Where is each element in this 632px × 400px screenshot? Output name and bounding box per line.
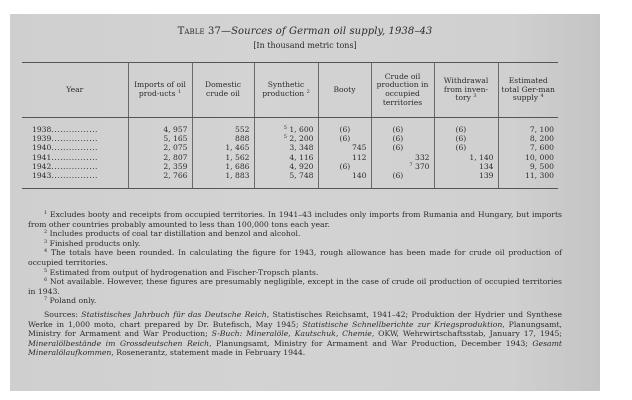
cell-withdrawal: [434, 162, 498, 171]
text: 2, 075: [163, 143, 188, 153]
text: (6): [392, 171, 404, 181]
text: Gesamt Mineralölaufkommen: [28, 338, 562, 358]
text: (6): [455, 143, 467, 153]
text: 10, 000: [525, 152, 554, 162]
footnote-text: Not available. However, these figures are presumably negligible, except in the case of crude oil production of occupied territories in 1943.: [28, 277, 562, 296]
cell-total: [498, 171, 558, 189]
cell-domestic: [192, 118, 254, 135]
cell-domestic: [192, 153, 254, 162]
cell-withdrawal: [434, 134, 498, 143]
text: , Planungsamt, Ministry for Armament and War Production, December 1943;: [209, 338, 533, 348]
footnote-number: 3: [44, 238, 48, 245]
text: 11, 300: [525, 171, 554, 181]
text: 112: [352, 152, 367, 162]
text: ................: [51, 171, 98, 181]
cell-year: [22, 171, 128, 189]
cell-year: [22, 153, 128, 162]
cell-total: [498, 162, 558, 171]
footnote-number: 7: [44, 296, 48, 303]
text: 888: [235, 134, 250, 144]
text: (6): [339, 161, 351, 171]
col-header-total: [498, 63, 558, 118]
cell-year: [22, 162, 128, 171]
text: Statistische Schnellberichte zur Kriegsproduktion: [302, 319, 503, 329]
text: , Statistisches Reichsamt, 1941–42; Produktion der Hydrier und Synthese Werke in 1,000 moto, chart prepared by Dr. Butefisch, May 1945;: [28, 309, 562, 329]
text: 2, 766: [163, 171, 188, 181]
cell-total: [498, 153, 558, 162]
footnote: [28, 296, 562, 306]
text: , Planungsamt, Ministry for Armament and War Production;: [28, 319, 562, 339]
cell-booty: [318, 143, 371, 152]
text: 5: [283, 125, 287, 131]
cell-imports: [128, 118, 192, 135]
cell-crude-occupied: [371, 143, 434, 152]
cell-booty: [318, 153, 371, 162]
text: Booty: [333, 84, 356, 94]
text: 2, 200: [289, 134, 314, 144]
text: 139: [479, 171, 494, 181]
text: 1943: [32, 171, 52, 181]
text: 5, 748: [289, 171, 314, 181]
sources-paragraph: [28, 310, 562, 358]
cell-crude-occupied: [371, 134, 434, 143]
text: (6): [392, 143, 404, 153]
cell-domestic: [192, 162, 254, 171]
footnote-number: 2: [44, 229, 48, 236]
table-row: [22, 134, 558, 143]
text: 1, 600: [289, 125, 314, 134]
oil-supply-table: [22, 62, 558, 189]
footnotes: [28, 210, 562, 358]
text: 4, 920: [289, 161, 314, 171]
cell-booty: [318, 118, 371, 135]
text: 1, 140: [469, 152, 494, 162]
cell-synthetic: [254, 153, 318, 162]
cell-domestic: [192, 134, 254, 143]
text: 1, 883: [225, 171, 250, 181]
text: 1939: [32, 134, 52, 144]
cell-booty: [318, 162, 371, 171]
text: 2, 359: [163, 161, 188, 171]
text: ................: [51, 143, 98, 153]
footnote-text: Poland only.: [49, 296, 97, 306]
text: (6): [455, 125, 467, 134]
text: (6): [455, 134, 467, 144]
cell-year: [22, 143, 128, 152]
table-row: [22, 171, 558, 189]
text: Estimated total Ger-man supply: [501, 76, 555, 103]
text: Synthetic production: [262, 80, 305, 98]
text: Withdrawal from inven-tory: [443, 76, 489, 103]
text: ................: [51, 161, 98, 171]
text: (6): [339, 134, 351, 144]
text: 1942: [32, 161, 52, 171]
text: 4, 116: [289, 152, 314, 162]
cell-withdrawal: [434, 171, 498, 189]
footnote-ref: 1: [177, 89, 182, 95]
cell-synthetic: [254, 134, 318, 143]
text: Sources:: [44, 309, 78, 319]
text: 370: [415, 161, 430, 171]
cell-total: [498, 118, 558, 135]
footnote-text: Estimated from output of hydrogenation and Fischer-Tropsch plants.: [49, 267, 319, 277]
cell-domestic: [192, 143, 254, 152]
cell-withdrawal: [434, 153, 498, 162]
footnote: [28, 229, 562, 239]
footnote-text: The totals have been rounded. In calculating the figure for 1943, rough allowance has been made for crude oil production of occupied territories.: [28, 248, 563, 267]
col-header-year: [22, 63, 128, 118]
cell-total: [498, 134, 558, 143]
text: 7: [409, 161, 413, 168]
text: Imports of oil prod-ucts: [134, 80, 186, 98]
text: 134: [479, 161, 494, 171]
text: 3, 348: [289, 143, 314, 153]
text: ................: [51, 134, 98, 144]
text: Year: [66, 84, 84, 94]
footnote: [28, 277, 562, 296]
text: (6): [392, 134, 404, 144]
table-label: Table 37: [177, 26, 221, 37]
cell-synthetic: [254, 162, 318, 171]
text: 8, 200: [529, 134, 554, 144]
cell-synthetic: [254, 143, 318, 152]
col-header-booty: [318, 63, 371, 118]
cell-year: [22, 118, 128, 135]
table-row: [22, 118, 558, 135]
footnote: [28, 248, 562, 267]
cell-imports: [128, 162, 192, 171]
text: 1938: [32, 125, 52, 134]
cell-domestic: [192, 171, 254, 189]
cell-imports: [128, 171, 192, 189]
text: Statistisches Jahrbuch für das Deutsche Reich: [81, 309, 267, 319]
text: Crude oil production in occupied territories: [376, 71, 429, 107]
text: 5, 165: [163, 134, 188, 144]
col-header-withdrawal: [434, 63, 498, 118]
text: 1, 562: [225, 152, 250, 162]
cell-withdrawal: [434, 143, 498, 152]
cell-total: [498, 143, 558, 152]
cell-year: [22, 134, 128, 143]
footnote: [28, 210, 562, 229]
footnote-ref: 4: [540, 93, 544, 100]
cell-booty: [318, 171, 371, 189]
cell-crude-occupied: [371, 171, 434, 189]
table-row: [22, 162, 558, 171]
text: 7, 100: [529, 125, 554, 134]
text: (6): [339, 125, 351, 134]
col-header-domestic: [192, 63, 254, 118]
col-header-crude-occupied: [371, 63, 434, 118]
footnote-number: 1: [44, 210, 48, 216]
text: 552: [235, 125, 250, 134]
cell-crude-occupied: [371, 153, 434, 162]
text: Domestic crude oil: [205, 80, 241, 98]
cell-crude-occupied: [371, 162, 434, 171]
text: 9, 500: [529, 161, 554, 171]
text: , OKW, Wehrwirtschaftsstab, January 17, 1945;: [371, 329, 562, 339]
footnote-number: 5: [44, 267, 48, 274]
text: 4, 957: [163, 125, 188, 134]
text: 140: [352, 171, 367, 181]
header-row: [22, 63, 558, 118]
footnote-number: 4: [44, 248, 48, 255]
cell-imports: [128, 153, 192, 162]
text: ................: [51, 125, 98, 134]
text: 745: [352, 143, 367, 153]
text: 1941: [32, 152, 52, 162]
footnote: [28, 239, 562, 249]
text: ................: [51, 152, 98, 162]
title-dash: —: [220, 26, 232, 37]
text: 332: [415, 152, 430, 162]
cell-imports: [128, 143, 192, 152]
text: 1, 686: [225, 161, 250, 171]
text: 7, 600: [529, 143, 554, 153]
cell-booty: [318, 134, 371, 143]
footnote-ref: 2: [306, 89, 310, 95]
cell-synthetic: [254, 171, 318, 189]
cell-withdrawal: [434, 118, 498, 135]
footnote-text: Includes products of coal tar distillation and benzol and alcohol.: [49, 229, 301, 239]
cell-synthetic: [254, 118, 318, 135]
cell-crude-occupied: [371, 118, 434, 135]
text: , Rosenerantz, statement made in February 1944.: [111, 348, 306, 358]
text: 5: [283, 134, 287, 141]
text: Mineralölbestände im Grossdeutschen Reich: [28, 338, 210, 348]
footnote: [28, 268, 562, 278]
footnote-text: Finished products only.: [49, 238, 141, 248]
text: 2, 807: [163, 152, 188, 162]
table-row: [22, 143, 558, 152]
title-text: Sources of German oil supply, 1938–43: [231, 26, 433, 37]
document-page: [10, 14, 600, 391]
text: 1940: [32, 143, 52, 153]
col-header-synthetic: [254, 63, 318, 118]
text: S-Buch: Mineralöle, Kautschuk, Chemie: [211, 329, 372, 339]
text: (6): [392, 125, 404, 134]
table-subtitle: [In thousand metric tons]: [253, 41, 357, 50]
text: 1, 465: [225, 143, 250, 153]
footnote-number: 6: [44, 277, 48, 284]
table-title: [10, 26, 600, 37]
cell-imports: [128, 134, 192, 143]
table-row: [22, 153, 558, 162]
footnote-ref: 3: [473, 93, 477, 100]
footnote-text: Excludes booty and receipts from occupied territories. In 1941–43 includes only imports from Rumania and Hungary, but imports from other countries probably amounted to less than 100,000 tons each year.: [28, 210, 562, 229]
col-header-imports: [128, 63, 192, 118]
